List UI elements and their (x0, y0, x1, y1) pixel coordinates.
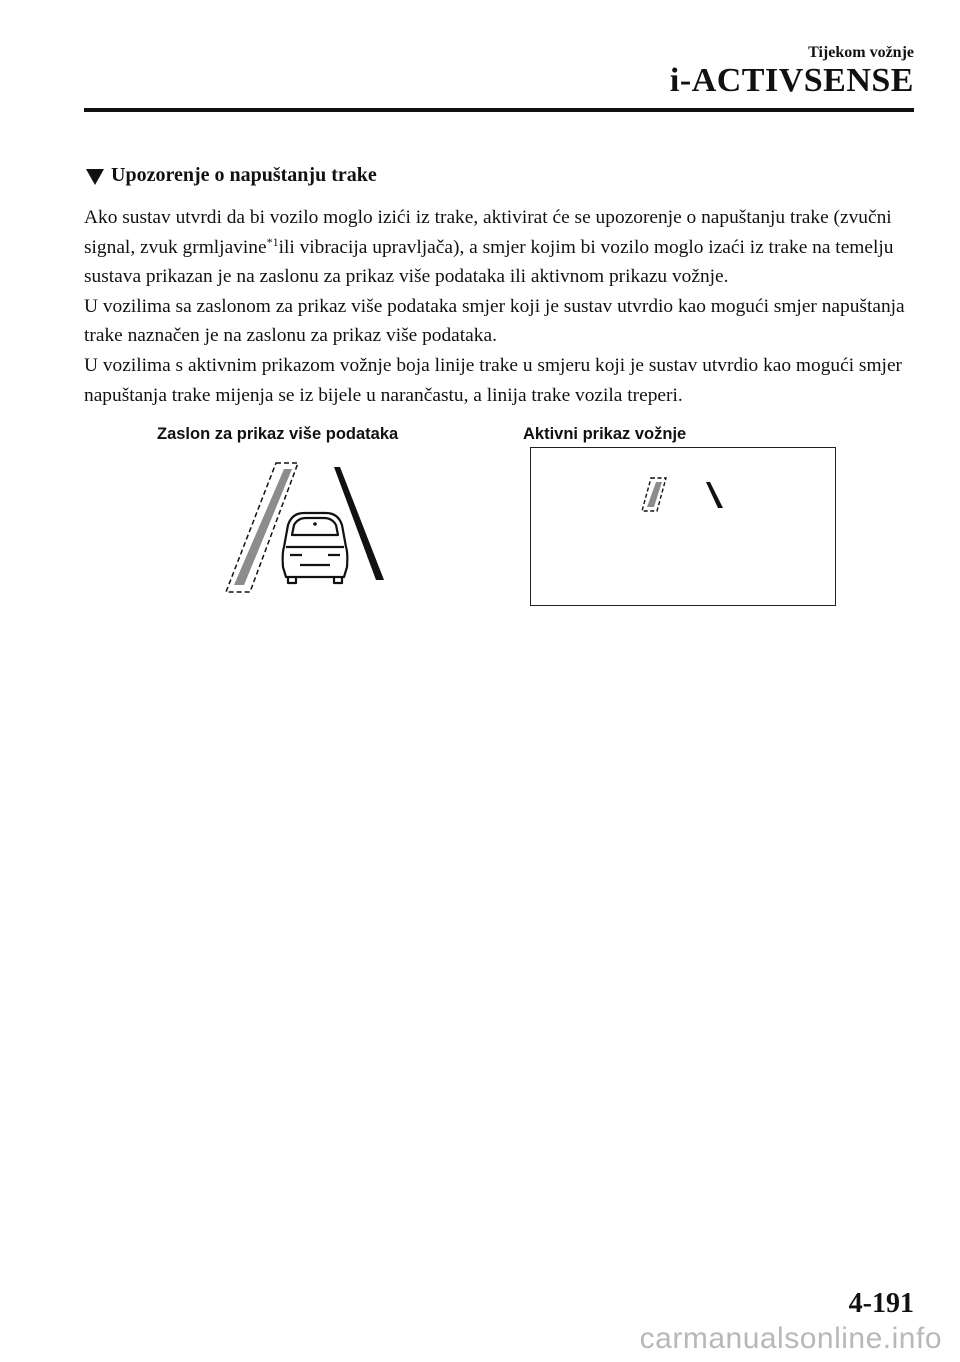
figure-left-caption: Zaslon za prikaz više podataka (157, 425, 399, 443)
footnote-mark: *1 (266, 234, 279, 249)
watermark-text: carmanualsonline.info (639, 1322, 942, 1355)
multi-info-display-figure (220, 455, 400, 602)
paragraph-1-text-b: ili vibracija upravljača), a smjer kojim bi vozilo moglo izaći iz trake na temelju sustava prikazan je na zaslonu za prikaz više podataka ili aktivnom prikazu vožnje. (84, 236, 894, 288)
paragraph-1-text-a: Ako sustav utvrdi da bi vozilo moglo izići iz trake, aktivirat će se upozorenje o napuštanju trake (zvučni signal, zvuk grmljavine (84, 207, 892, 258)
body-text (84, 203, 914, 410)
section-heading-text: Upozorenje o napuštanju trake (111, 164, 377, 186)
page-number: 4-191 (848, 1288, 914, 1319)
lane-departure-display-illustration (220, 455, 400, 597)
vehicle-antenna-icon (313, 522, 317, 526)
paragraph-1 (84, 203, 914, 292)
triangle-bullet-icon (86, 169, 104, 185)
figure-right-caption: Aktivni prikaz vožnje (523, 425, 687, 443)
active-driving-display-illustration (531, 448, 835, 605)
active-driving-display-figure (530, 447, 836, 606)
header-section-label: Tijekom vožnje (808, 44, 914, 61)
header-divider (84, 108, 914, 112)
section-heading (86, 164, 377, 187)
paragraph-3: U vozilima s aktivnim prikazom vožnje boja linije trake u smjeru koji je sustav utvrdio kao mogući smjer napuštanja trake mijenja se iz bijele u narančastu, a linija trake vozila treperi. (84, 354, 903, 406)
right-lane-line (706, 482, 723, 508)
paragraph-2: U vozilima sa zaslonom za prikaz više podataka smjer koji je sustav utvrdio kao mogući smjer napuštanja trake naznačen je na zaslonu za prikaz više podataka. (84, 295, 905, 347)
header-chapter-title: i-ACTIVSENSE (669, 62, 914, 99)
